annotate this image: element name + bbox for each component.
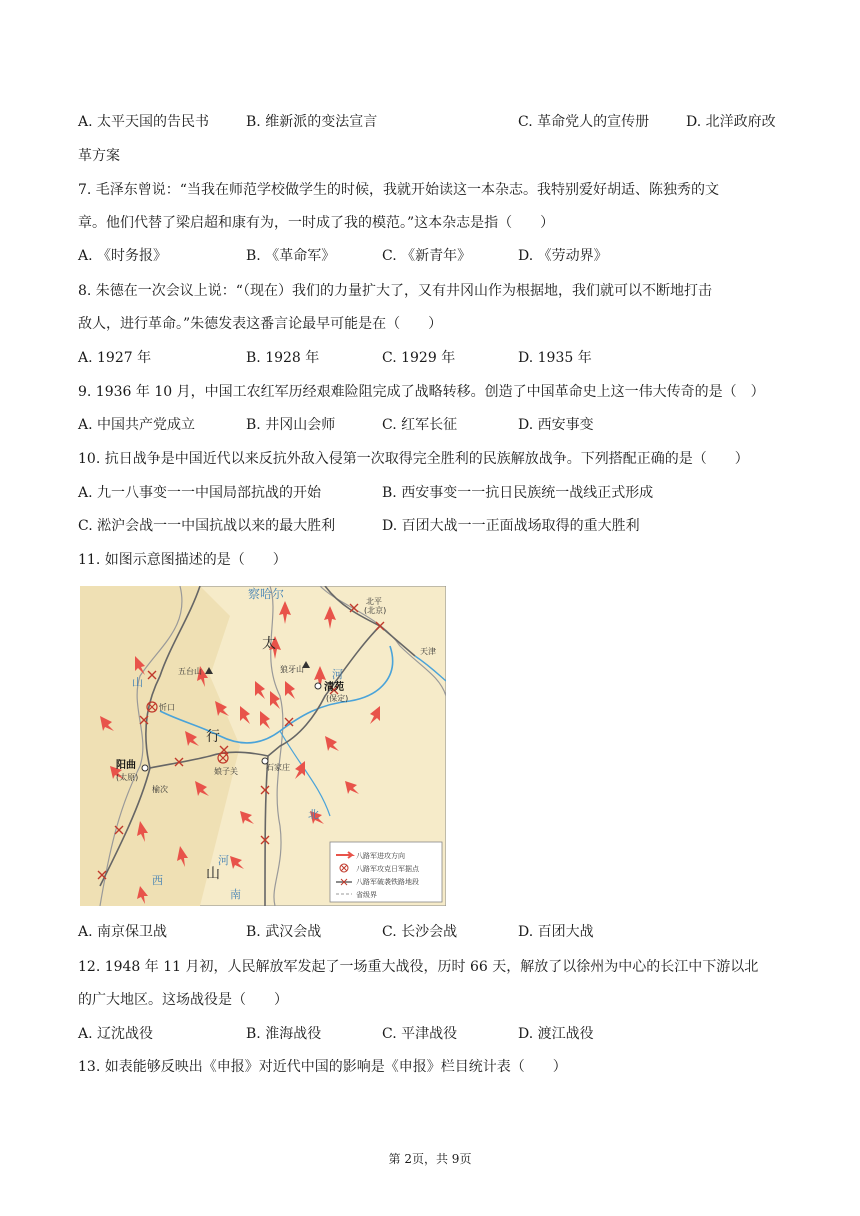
q9-stem: 9. 1936 年 10 月，中国工农红军历经艰难险阻完成了战略转移。创造了中国革命史上这一伟大传奇的是（ ） xyxy=(78,384,765,400)
q10-option-c: C. 淞沪会战一一中国抗战以来的最大胜利 xyxy=(78,518,336,534)
q9-option-b: B. 井冈山会师 xyxy=(246,417,336,433)
q11-stem: 11. 如图示意图描述的是（ ） xyxy=(78,552,287,568)
q13-stem: 13. 如表能够反映出《申报》对近代中国的影响是《申报》栏目统计表（ ） xyxy=(78,1059,567,1075)
q12-stem-line1: 12. 1948 年 11 月初，人民解放军发起了一场重大战役，历时 66 天，解放了以徐州为中心的长江中下游以北 xyxy=(78,959,759,975)
label-langyashan: 狼牙山 xyxy=(280,665,304,674)
label-xi: 西 xyxy=(152,874,163,887)
q11-option-b: B. 武汉会战 xyxy=(246,924,322,940)
label-qingyuan: 清苑 xyxy=(324,682,344,693)
q8-stem-line2: 敌人，进行革命。”朱德发表这番言论最早可能是在（ ） xyxy=(78,316,443,332)
q9-option-c: C. 红军长征 xyxy=(382,417,458,433)
q10-option-b: B. 西安事变一一抗日民族统一战线正式形成 xyxy=(382,485,654,501)
q8-option-b: B. 1928 年 xyxy=(246,350,320,366)
q11-option-d: D. 百团大战 xyxy=(518,924,594,940)
q6-option-c: C. 革命党人的宣传册 xyxy=(518,114,650,130)
label-beijing: (北京) xyxy=(364,606,387,615)
label-he: 河 xyxy=(332,668,343,681)
q12-stem-line2: 的广大地区。这场战役是（ ） xyxy=(78,992,288,1008)
q7-option-c: C. 《新青年》 xyxy=(382,248,472,264)
q7-option-d: D. 《劳动界》 xyxy=(518,248,608,264)
q7-stem-line1: 7. 毛泽东曾说：“当我在师范学校做学生的时候，我就开始读这一本杂志。我特别爱好胡适、陈独秀的文 xyxy=(78,182,719,198)
q11-option-a: A. 南京保卫战 xyxy=(78,924,168,940)
q6-option-b: B. 维新派的变法宣言 xyxy=(246,114,378,130)
label-shan-taihang: 山 xyxy=(206,866,220,882)
label-hang: 行 xyxy=(206,729,220,745)
legend-railway: 八路军破袭铁路地段 xyxy=(356,878,419,886)
hundred-regiments-map xyxy=(80,586,446,906)
label-shijiazhuang: 石家庄 xyxy=(266,763,290,772)
q7-option-b: B. 《革命军》 xyxy=(246,248,336,264)
label-niangziguan: 娘子关 xyxy=(214,767,238,776)
q12-option-b: B. 淮海战役 xyxy=(246,1026,322,1042)
q10-option-d: D. 百团大战一一正面战场取得的重大胜利 xyxy=(382,518,640,534)
label-he-south: 河 xyxy=(218,854,229,867)
q11-option-c: C. 长沙会战 xyxy=(382,924,458,940)
q12-option-c: C. 平津战役 xyxy=(382,1026,458,1042)
page-footer: 第 2页，共 9页 xyxy=(388,1152,472,1166)
label-tianjin: 天津 xyxy=(420,647,436,656)
q10-stem: 10. 抗日战争是中国近代以来反抗外敌入侵第一次取得完全胜利的民族解放战争。下列搭配正确的是（ ） xyxy=(78,451,749,467)
label-beiping: 北平 xyxy=(366,597,382,606)
q12-option-a: A. 辽沈战役 xyxy=(78,1026,154,1042)
q8-option-a: A. 1927 年 xyxy=(78,350,152,366)
q9-option-a: A. 中国共产党成立 xyxy=(78,417,196,433)
legend-advance: 八路军进攻方向 xyxy=(356,852,405,860)
legend-border: 省级界 xyxy=(356,891,377,899)
legend-stronghold: 八路军攻克日军据点 xyxy=(356,865,419,873)
q6-option-d-continued: 革方案 xyxy=(78,148,120,164)
label-baoding: (保定) xyxy=(326,694,349,703)
label-taiyuan: (太原) xyxy=(116,773,139,782)
q8-option-c: C. 1929 年 xyxy=(382,350,456,366)
q7-stem-line2: 章。他们代替了梁启超和康有为，一时成了我的模范。”这本杂志是指（ ） xyxy=(78,215,555,231)
q7-option-a: A. 《时务报》 xyxy=(78,248,168,264)
label-nan: 南 xyxy=(230,888,241,901)
q6-option-d: D. 北洋政府改 xyxy=(686,114,776,130)
label-chahar: 察哈尔 xyxy=(248,587,285,601)
label-yuci: 榆次 xyxy=(152,785,168,794)
q8-option-d: D. 1935 年 xyxy=(518,350,592,366)
q6-option-a: A. 太平天国的告民书 xyxy=(78,114,210,130)
label-tai: 太 xyxy=(262,636,276,652)
label-shan-west: 山 xyxy=(132,676,143,689)
label-yangqu: 阳曲 xyxy=(116,760,136,771)
label-wutaishan: 五台山 xyxy=(178,667,202,676)
label-bei: 北 xyxy=(308,808,319,821)
q12-option-d: D. 渡江战役 xyxy=(518,1026,594,1042)
q9-option-d: D. 西安事变 xyxy=(518,417,594,433)
q8-stem-line1: 8. 朱德在一次会议上说：“（现在）我们的力量扩大了，又有井冈山作为根据地，我们就可以不断地打击 xyxy=(78,283,712,299)
q10-option-a: A. 九一八事变一一中国局部抗战的开始 xyxy=(78,485,322,501)
map-legend xyxy=(330,842,442,902)
label-xinkou: 忻口 xyxy=(159,703,175,712)
